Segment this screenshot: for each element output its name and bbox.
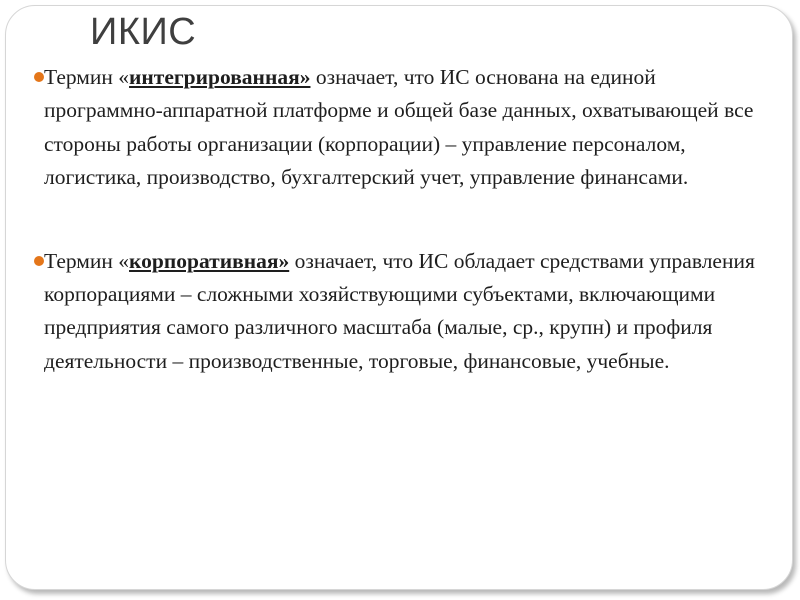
bullet-icon [34,256,44,266]
slide-content [44,61,764,378]
paragraph-body: означает, что ИС обладает средствами управления корпорациями – сложными хозяйствующими субъектами, включающими предприятия самого различного масштаба (малые, ср., крупн) и профиля деятельности – производственные, торговые, финансовые, учебные. [44,248,755,373]
paragraph-body: означает, что ИС основана на единой программно-аппаратной платформе и общей базе данных, охватывающей все стороны работы организации (корпорации) – управление персоналом, логистика, производство, бухгалтерский учет, управление финансами. [44,65,754,190]
term-integrated: интегрированная» [129,65,311,89]
term-corporate: корпоративная» [129,248,290,273]
paragraph-lead: Термин « [44,65,130,89]
slide-title: ИКИС [90,11,197,53]
paragraph-corporate [44,245,764,379]
paragraph-integrated [44,61,764,195]
bullet-icon [34,72,44,82]
paragraph-lead: Термин « [44,248,130,273]
